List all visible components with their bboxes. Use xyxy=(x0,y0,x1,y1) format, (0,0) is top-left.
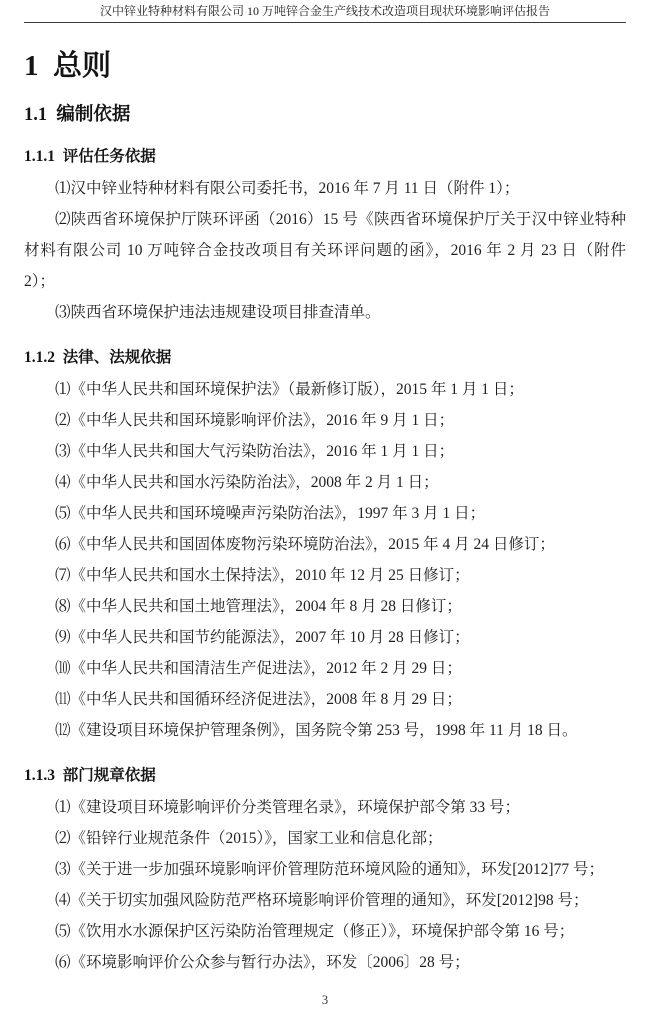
list-item: ⑴《建设项目环境影响评价分类管理名录》，环境保护部令第 33 号； xyxy=(55,799,521,816)
list-item: ⑿《建设项目环境保护管理条例》，国务院令第 253 号，1998 年 11 月 18 日。 xyxy=(55,722,578,739)
document-body xyxy=(24,47,626,978)
list-item: ⑸《饮用水水源保护区污染防治管理规定（修正）》，环境保护部令第 16 号； xyxy=(55,923,575,940)
list-item: ⑶《关于进一步加强环境影响评价管理防范环境风险的通知》，环发[2012]77 号； xyxy=(55,861,604,878)
subsection-1-1-2 xyxy=(24,348,626,746)
chapter-title: 1 总则 xyxy=(24,50,112,82)
list-item: ⑾《中华人民共和国循环经济促进法》，2008 年 8 月 29 日； xyxy=(55,691,462,708)
list-item: ⑵《中华人民共和国环境影响评价法》，2016 年 9 月 1 日； xyxy=(55,412,455,429)
list-item: ⑹《中华人民共和国固体废物污染环境防治法》，2015 年 4 月 24 日修订； xyxy=(55,536,555,553)
list-item: ⑽《中华人民共和国清洁生产促进法》，2012 年 2 月 29 日； xyxy=(55,660,462,677)
running-head: 汉中锌业特种材料有限公司 10 万吨锌合金生产线技术改造项目现状环境影响评估报告 xyxy=(24,4,626,23)
page-header xyxy=(24,4,626,23)
subsection-title-1-1-1: 1.1.1 评估任务依据 xyxy=(24,148,156,165)
list-item: ⑵《铅锌行业规范条件（2015）》，国家工业和信息化部； xyxy=(55,830,443,847)
list-item: ⑶陕西省环境保护违法违规建设项目排查清单。 xyxy=(55,304,381,321)
subsection-title-1-1-3: 1.1.3 部门规章依据 xyxy=(24,767,156,784)
list-item: ⑶《中华人民共和国大气污染防治法》，2016 年 1 月 1 日； xyxy=(55,443,455,460)
list-item: ⑷《关于切实加强风险防范严格环境影响评价管理的通知》，环发[2012]98 号； xyxy=(55,892,589,909)
list-item: ⑵陕西省环境保护厅陕环评函（2016）15 号《陕西省环境保护厅关于汉中锌业特种材料有限公司 10 万吨锌合金技改项目有关环评问题的函》，2016 年 2 月 23 日（附件 2）； xyxy=(24,211,626,290)
list-item: ⑻《中华人民共和国土地管理法》，2004 年 8 月 28 日修订； xyxy=(55,598,462,615)
subsection-1-1-1 xyxy=(24,147,626,328)
page-number: 3 xyxy=(321,993,329,1007)
list-item: ⑼《中华人民共和国节约能源法》，2007 年 10 月 28 日修订； xyxy=(55,629,470,646)
list-item: ⑹《环境影响评价公众参与暂行办法》，环发〔2006〕28 号； xyxy=(55,954,470,971)
subsection-1-1-3 xyxy=(24,766,626,978)
list-item: ⑺《中华人民共和国水土保持法》，2010 年 12 月 25 日修订； xyxy=(55,567,470,584)
list-item: ⑷《中华人民共和国水污染防治法》，2008 年 2 月 1 日； xyxy=(55,474,439,491)
section-title: 1.1 编制依据 xyxy=(24,105,131,125)
list-item: ⑴《中华人民共和国环境保护法》（最新修订版），2015 年 1 月 1 日； xyxy=(55,381,524,398)
subsection-title-1-1-2: 1.1.2 法律、法规依据 xyxy=(24,349,172,366)
list-item: ⑸《中华人民共和国环境噪声污染防治法》，1997 年 3 月 1 日； xyxy=(55,505,486,522)
list-item: ⑴汉中锌业特种材料有限公司委托书，2016 年 7 月 11 日（附件 1）； xyxy=(55,180,520,197)
